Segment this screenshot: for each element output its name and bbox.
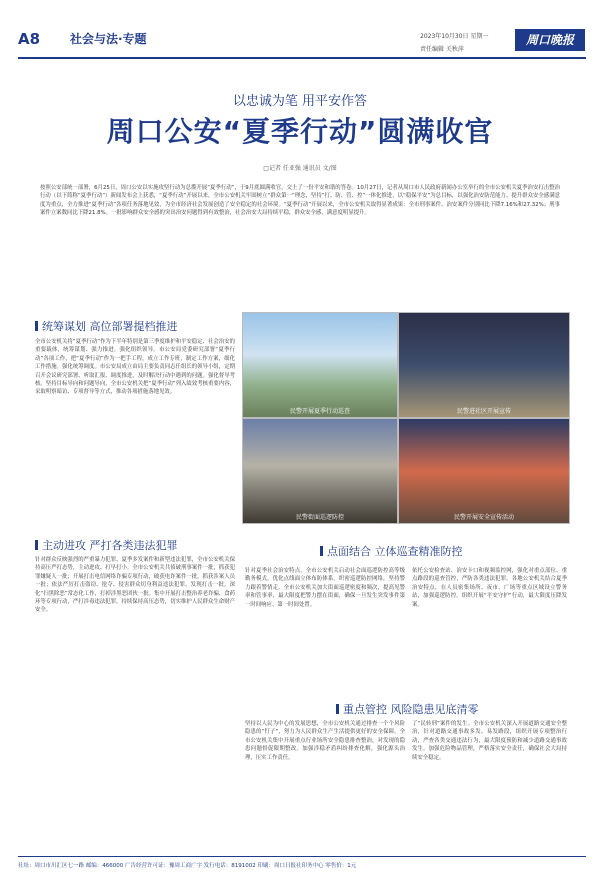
article-headline: 周口公安“夏季行动”圆满收官 (106, 115, 494, 148)
news-photo-1 (242, 312, 398, 418)
section-body-4-left: 坚持以人民为中心的发展思想，全市公安机关通过排查一个个风险隐患的“钉子”，努力为人民群众生产生活提供更好的安全保障。全市公安机关集中开展重点行业场所安全隐患排查整治，对发现的隐患问题督促限期整改。加强涉稳矛盾纠纷排查化解，强化源头治理，压实工作责任。 (245, 721, 405, 761)
photo-caption: 民警街面巡逻防控 (295, 514, 344, 521)
section-body-2: 针对群众反映强烈的严重暴力犯罪、夏季多发案件和新型违法犯罪，全市公安机关保持高压严打态势，主动进攻、打早打小。全市公安机关共侦破刑事案件一批，抓获犯罪嫌疑人一批；开展打击电信网络诈骗专项行动，破获电诈案件一批，抓获涉案人员一批；依法严厉打击盗窃、抢夺、侵害群众切身利益违法犯罪，发现打击一批。深化“扫黑除恶”常态化工作，打掉涉黑恶团伙一批。集中开展打击整治养老诈骗、食药环等专项行动，严打涉毒违法犯罪，持续保持高压态势，切实维护人民群众生命财产安全。 (35, 557, 235, 614)
section-body-1: 全市公安机关将“夏季行动”作为下半年特别是第三季度维护和平安稳定、社会治安的重要载体，统筹谋划、强力推进。强化组织领导。市公安局党委研究部署“夏季行动”各项工作，把“夏季行动”作为一把手工程，成立工作专班，制定工作方案，细化工作措施。强化统筹调度。市公安局成立由局主要负责同志任组长的领导小组，定期召开会议研究部署、听取汇报、调度推进，及时解决行动中遇到的问题。强化督导考核。坚持目标导向和问题导向，全市公安机关把“夏季行动”列入绩效考核重要内容，采取明察暗访、专项督导等方式，推动各项措施落地见效。 (35, 339, 235, 396)
section-heading-1: 统筹谋划 高位部署提档推进 (35, 318, 178, 334)
header-rule (18, 57, 586, 59)
article-byline: □记者 任亚强 通讯员 文/图 (263, 165, 337, 172)
section-heading-4: 重点管控 风险隐患见底清零 (336, 701, 479, 717)
photo-caption: 民警进社区开展宣传 (456, 408, 511, 415)
section-body-3-left: 针对夏季社会治安特点，全市公安机关启动社会面巡逻防控高等级勤务模式，优化点线面立体布防体系。织密巡逻防控网络，坚持警力跟着警情走，全市公安机关加大街面巡逻密度和频次，提高见警率和管事率，最大限度把警力摆在街面，确保一旦发生突发事件第一时间响应、第一时间处置。 (245, 568, 405, 608)
page-number: A8 (18, 30, 41, 48)
editor-credit: 责任编辑 关秋萍 (420, 46, 464, 53)
photo-caption: 民警开展夏季行动巡查 (289, 408, 350, 415)
footer-rule (18, 856, 586, 857)
issue-date: 2023年10月30日 星期一 (420, 33, 489, 40)
article-intro: 按照公安部统一部署，6月25日，周口公安以实施攻坚行动为总揽开展“夏季行动”，于9月底圆满收官，交上了一份平安和谐的答卷。10月27日，记者从周口市人民政府新闻办公室举行的全市公安机关夏季治安打击整治行动（以下简称“夏季行动”）新闻发布会上获悉，“夏季行动”开展以来，全市公安机关牢固树立“群众第一”理念，坚持“打、防、管、控”一体化推进，以“稳保平安”为总目标，以强化治安防范能力、提升群众安全感满意度为重点，全力推进“夏季行动”各项任务落地见效，为全市经济社会发展创造了安全稳定的社会环境。“夏季行动”开展以来，全市公安机关取得显著成果：全市刑事案件、治安案件分别同比下降7.16%和27.32%；刑事案件立案数同比下降21.8%。一批影响群众安全感的突出治安问题得到有效整治，社会治安大局持续平稳，群众安全感、满意度明显提升。 (40, 185, 560, 217)
section-heading-3: 点面结合 立体巡查精准防控 (320, 543, 463, 559)
section-title: 社会与法·专题 (70, 32, 147, 46)
newspaper-logo: 周口晚报 (515, 29, 585, 51)
section-body-3-right: 依托公安检查站、治安卡口和视频监控网，强化对重点部位、重点路段的巡查管控，严防各类违法犯罪。各地公安机关结合夏季治安特点，在人员密集场所、夜市、广场等重点区域设立警务站，加强巡逻防控。组织开展“平安守护”行动，最大限度压降发案。 (412, 568, 567, 608)
news-photo-3 (242, 418, 398, 524)
section-body-4-right: 了“民转刑”案件的发生。全市公安机关深入开展道路交通安全整治，针对道路交通事故多发、易发路段，组织开展专项整治行动，严查各类交通违法行为，最大限度预防和减少道路交通事故发生。加强危险物品管理，严格落实安全责任，确保社会大局持续安全稳定。 (412, 721, 567, 761)
page-footer: 社址：周口市川汇区七一路 邮编：466000 广告经营许可证：豫周工商广字 发行电话：8191002 印刷：周口日报社印务中心 零售价：1元 (18, 863, 357, 869)
photo-caption: 民警开展安全宣传活动 (453, 514, 514, 521)
news-photo-2 (398, 312, 570, 418)
article-subhead: 以忠诚为笔 用平安作答 (232, 94, 368, 109)
section-heading-2: 主动进攻 严打各类违法犯罪 (35, 537, 178, 553)
news-photo-4 (398, 418, 570, 524)
